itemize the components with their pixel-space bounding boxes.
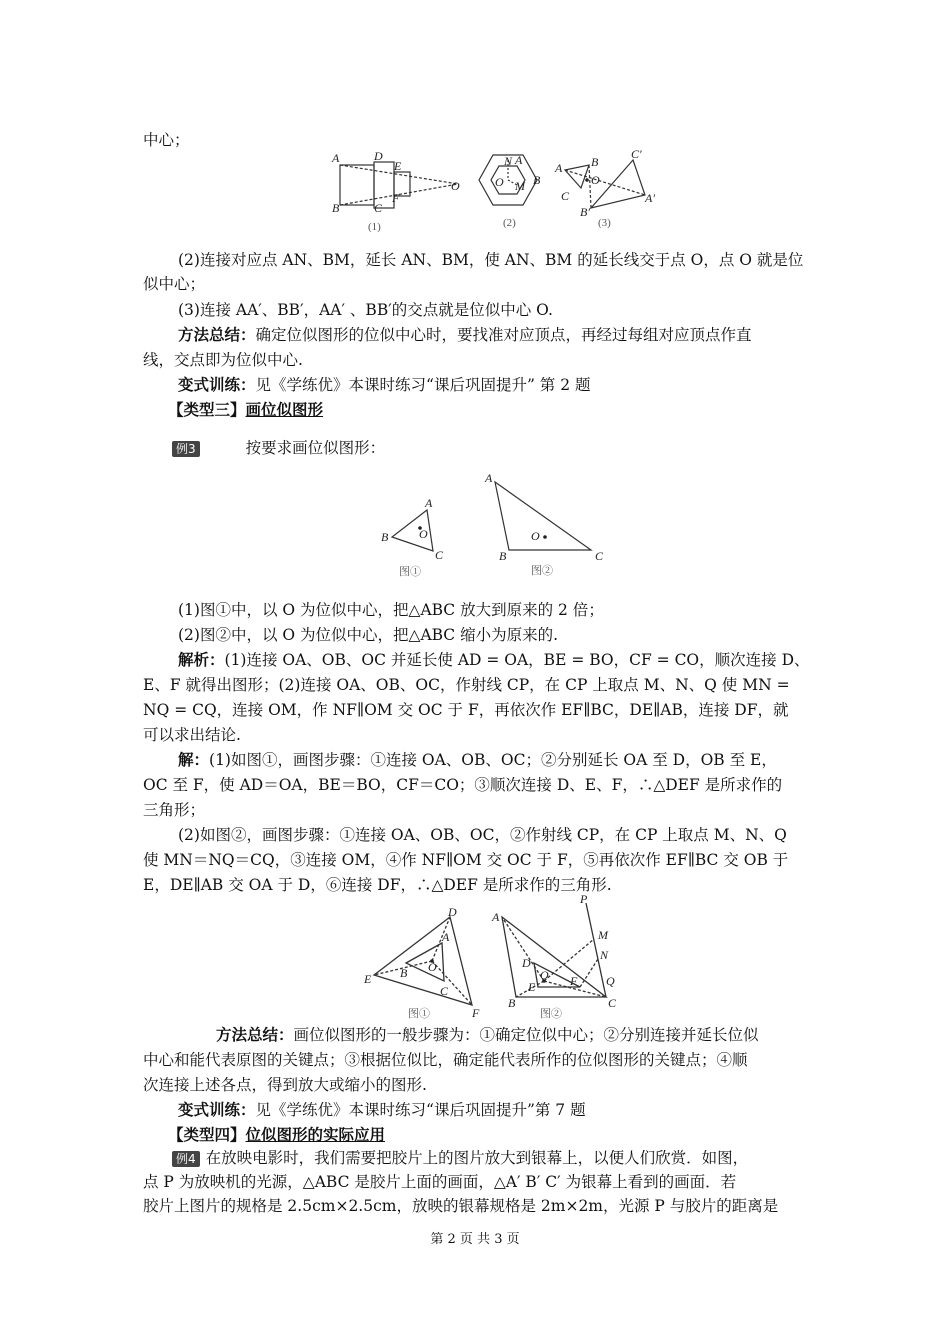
example-3	[172, 436, 385, 460]
caption: 图①	[408, 1008, 430, 1020]
text: 确定位似图形的位似中心时，要找准对应顶点，再经过每组对应顶点作直	[255, 326, 752, 344]
label: C	[595, 549, 604, 563]
label: M	[515, 179, 525, 193]
label: O	[451, 179, 460, 193]
caption: 图①	[399, 566, 421, 578]
label: 方法总结：	[178, 325, 256, 344]
text-line: 中心；	[143, 131, 190, 149]
label: B	[381, 530, 389, 544]
text-line: 似中心；	[143, 275, 206, 293]
label: C	[435, 548, 444, 562]
title: 画位似图形	[245, 400, 324, 419]
label: F	[472, 1006, 480, 1020]
text: 见《学练优》本课时练习“课后巩固提升”第 7 题	[255, 1101, 586, 1119]
text-line: (2)图②中，以 O 为位似中心，把△ABC 缩小为原来的.	[178, 626, 559, 644]
label: B′	[580, 205, 590, 219]
label: F	[392, 191, 400, 205]
text: 画位似图形的一般步骤为：①确定位似中心；②分别连接并延长位似	[293, 1026, 759, 1044]
label: A	[332, 151, 340, 165]
text-line: E，DE∥AB 交 OA 于 D，⑥连接 DF，∴△DEF 是所求作的三角形.	[143, 876, 612, 894]
text-line: (3)连接 AA′、BB′，AA′ 、BB′的交点就是位似中心 O.	[178, 301, 553, 319]
method-summary-1	[178, 323, 752, 347]
text-line: E、F 就得出图形；(2)连接 OA、OB、OC，作射线 CP，在 CP 上取点 M、N、Q 使 MN =	[143, 676, 790, 694]
label: N	[600, 948, 609, 962]
title: 位似图形的实际应用	[245, 1125, 386, 1144]
label: D	[522, 956, 531, 970]
text-line: 中心和能代表原图的关键点；③根据位似比，确定能代表所作的位似图形的关键点；④顺	[143, 1051, 748, 1069]
figure-b	[483, 470, 613, 580]
label: C′	[631, 147, 642, 161]
solution	[178, 748, 777, 772]
label: O	[419, 527, 428, 541]
bracket: 【类型三】	[168, 400, 246, 419]
label: B	[400, 966, 408, 980]
example-badge: 例3	[172, 441, 200, 457]
analysis	[178, 648, 810, 672]
label: B	[591, 155, 599, 169]
variant-training-2	[178, 1098, 586, 1122]
label: E	[364, 972, 372, 986]
text: 见《学练优》本课时练习“课后巩固提升” 第 2 题	[255, 376, 591, 394]
label: 解：	[178, 750, 210, 769]
label: C	[440, 984, 449, 998]
text-line: 三角形；	[143, 801, 206, 819]
label: O	[591, 173, 600, 187]
label: C	[561, 189, 570, 203]
label: C	[608, 996, 617, 1010]
label: C	[374, 201, 383, 215]
label: A	[555, 161, 563, 175]
label: O	[540, 968, 549, 982]
type4-heading	[168, 1123, 385, 1147]
figure-3	[553, 147, 663, 230]
text-line: (2)连接对应点 AN、BM，延长 AN、BM，使 AN、BM 的延长线交于点 O，点 O 就是位	[178, 251, 804, 269]
caption: 图②	[531, 565, 553, 577]
label: A	[492, 910, 500, 924]
label: 解析：	[178, 650, 225, 669]
figure-a	[375, 495, 455, 580]
label: D	[374, 149, 383, 163]
label: D	[448, 905, 457, 919]
caption: (1)	[368, 221, 381, 233]
text-line: OC 至 F，使 AD＝OA，BE＝BO，CF＝CO；③顺次连接 D、E、F，∴△DEF 是所求作的	[143, 776, 783, 794]
caption: 图②	[540, 1008, 562, 1020]
label: 变式训练：	[178, 375, 256, 394]
label: M	[598, 928, 608, 942]
label: O	[495, 175, 504, 189]
text-line: 点 P 为放映机的光源，△ABC 是胶片上面的画面，△A′ B′ C′ 为银幕上看到的画面．若	[143, 1173, 737, 1191]
text-line: 可以求出结论.	[143, 726, 241, 744]
variant-training-1	[178, 373, 591, 397]
caption: (2)	[503, 217, 516, 229]
label: A	[442, 930, 450, 944]
label: A′	[645, 191, 655, 205]
figure-2	[475, 150, 545, 230]
label: A	[515, 153, 523, 167]
label: A	[425, 496, 433, 510]
text: (1)如图①，画图步骤：①连接 OA、OB、OC；②分别延长 OA 至 D，OB 至 E，	[209, 751, 777, 769]
bracket: 【类型四】	[168, 1125, 246, 1144]
text-line: 使 MN＝NQ＝CQ，③连接 OM，④作 NF∥OM 交 OC 于 F，⑤再依次作 EF∥BC 交 OB 于	[143, 851, 789, 869]
figure-1	[330, 149, 470, 233]
label: 变式训练：	[178, 1100, 256, 1119]
text: (1)连接 OA、OB、OC 并延长使 AD = OA，BE = BO，CF = CO，顺次连接 D、	[224, 651, 810, 669]
label: B	[508, 996, 516, 1010]
text-line: 次连接上述各点，得到放大或缩小的图形.	[143, 1076, 427, 1094]
text-line: (1)图①中，以 O 为位似中心，把△ABC 放大到原来的 2 倍；	[178, 601, 604, 619]
text-line: 胶片上图片的规格是 2.5cm×2.5cm，放映的银幕规格是 2m×2m，光源 P 与胶片的距离是	[143, 1197, 779, 1215]
label: O	[531, 529, 540, 543]
figure-d	[488, 893, 628, 1023]
text-line: 线，交点即为位似中心.	[143, 351, 303, 369]
method-summary-2	[216, 1023, 759, 1047]
text-line: NQ = CQ，连接 OM，作 NF∥OM 交 OC 于 F，再依次作 EF∥BC，DE∥AB，连接 DF，就	[143, 701, 789, 719]
text-line: (2)如图②，画图步骤：①连接 OA、OB、OC，②作射线 CP，在 CP 上取点 M、N、Q	[178, 826, 787, 844]
example-4	[172, 1146, 748, 1170]
text: 在放映电影时，我们需要把胶片上的图片放大到银幕上，以便人们欣赏．如图，	[205, 1149, 749, 1167]
label: O	[428, 960, 437, 974]
label: P	[580, 892, 588, 906]
label: A	[485, 471, 493, 485]
caption: (3)	[598, 217, 611, 229]
label: B	[533, 173, 541, 187]
page-footer: 第 2 页 共 3 页	[430, 1232, 520, 1247]
example-badge: 例4	[172, 1151, 200, 1167]
text: 按要求画位似图形：	[245, 439, 386, 457]
label: B	[332, 201, 340, 215]
label: F	[570, 974, 578, 988]
type3-heading	[168, 398, 323, 422]
label: E	[528, 980, 536, 994]
label: E	[394, 159, 402, 173]
label: N	[504, 154, 513, 168]
label: B	[499, 549, 507, 563]
label: Q	[606, 974, 615, 988]
label: 方法总结：	[216, 1025, 294, 1044]
figure-c	[360, 905, 490, 1020]
